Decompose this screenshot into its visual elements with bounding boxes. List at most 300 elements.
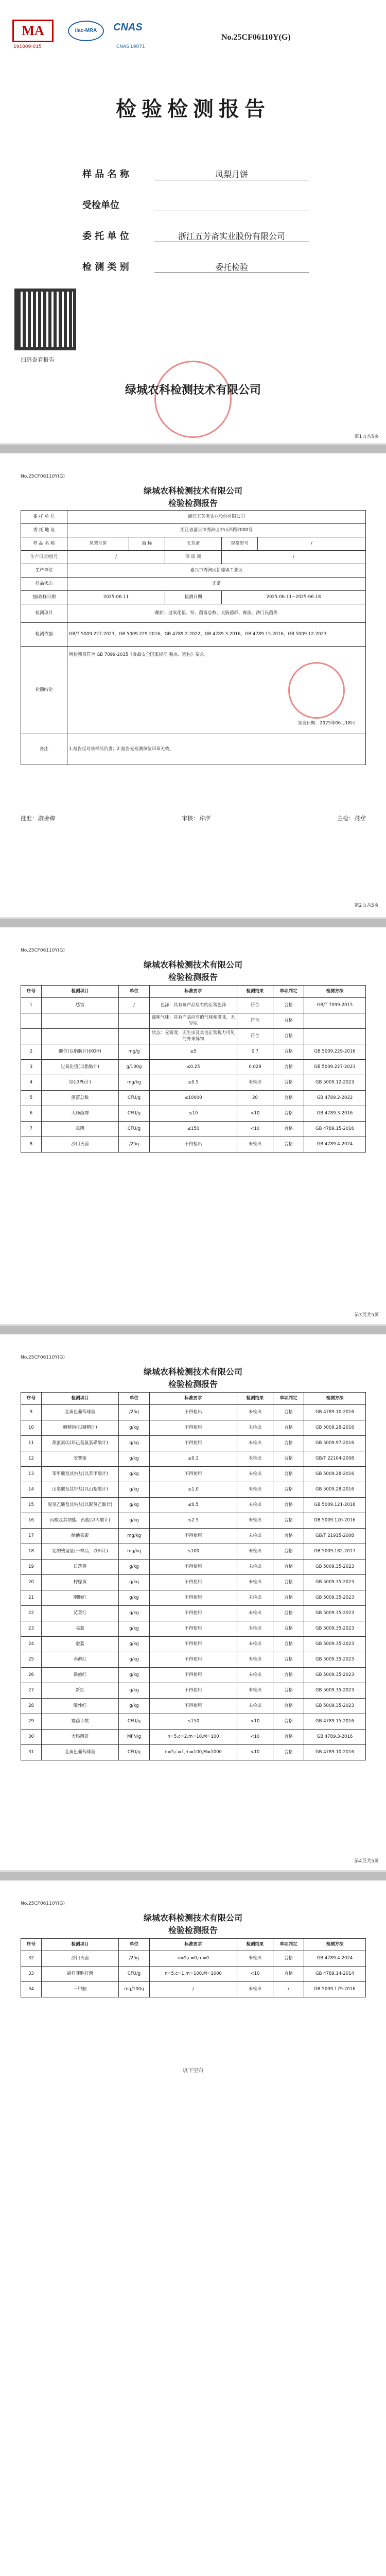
- table-cell: 5: [21, 1091, 42, 1106]
- table-cell: GB 5009.35-2023: [304, 1699, 366, 1714]
- table-cell: GB 4789.3-2016: [304, 1730, 366, 1745]
- table-cell: 检测结果: [237, 1393, 273, 1405]
- report-title: 检验检测报告: [168, 1925, 218, 1935]
- table-cell: g/kg: [119, 1606, 150, 1621]
- table-cell: ≤0.5: [150, 1075, 237, 1091]
- table-cell: 2: [21, 1044, 42, 1060]
- table-cell: 菌落总数: [42, 1091, 119, 1106]
- table-cell: 符合: [237, 1013, 273, 1029]
- table-cell: GB 4789.2-2022: [304, 1091, 366, 1106]
- table-cell: GB/T 7099-2015: [304, 998, 366, 1013]
- table-cell: ≤10: [150, 1106, 237, 1122]
- table-cell: GB 4789.4-2024: [304, 1137, 366, 1153]
- table-cell: <10: [237, 1122, 273, 1137]
- table-cell: 合格: [273, 1482, 304, 1498]
- table-cell: 合格: [273, 1091, 304, 1106]
- table-cell: GB 5009.12-2023: [304, 1075, 366, 1091]
- table-cell: 检测项目: [42, 1393, 119, 1405]
- table-cell: GB 5009.35-2023: [304, 1668, 366, 1683]
- table-row: [21, 1652, 366, 1668]
- table-cell: g/kg: [119, 1668, 150, 1683]
- table-row: [21, 1106, 366, 1122]
- qr-caption: 扫码查看报告: [21, 357, 55, 363]
- table-cell: g/kg: [119, 1436, 150, 1451]
- results-table: [21, 1392, 366, 1760]
- table-cell: 单项判定: [273, 1939, 304, 1951]
- table-cell: 16: [21, 1513, 42, 1529]
- table-cell: 单项判定: [273, 986, 304, 998]
- table-row: [21, 1590, 366, 1606]
- table-cell: 铅(以Pb计): [42, 1075, 119, 1091]
- table-cell: GB 5009.28-2016: [304, 1420, 366, 1436]
- table-cell: ≤100: [150, 1544, 237, 1560]
- table-cell: 蜡样芽胞杆菌: [42, 1967, 119, 1982]
- table-cell: GB 5009.35-2023: [304, 1621, 366, 1637]
- report-number: No.25CF06110Y(G): [21, 474, 65, 479]
- table-row: [21, 1967, 366, 1982]
- table-cell: mg/kg: [119, 1544, 150, 1560]
- table-cell: 安赛蜜: [42, 1451, 119, 1467]
- report-page-5: [0, 1880, 386, 2576]
- report-page-2: [0, 453, 386, 917]
- table-cell: 标准要求: [150, 1939, 237, 1951]
- table-cell: n=5,c=1,m=100,M=1000: [150, 1967, 237, 1982]
- table-cell: GB 5009.28-2016: [304, 1482, 366, 1498]
- table-cell: 未检出: [237, 1590, 273, 1606]
- table-cell: 合格: [273, 1405, 304, 1420]
- table-cell: MPN/g: [119, 1730, 150, 1745]
- table-row: [21, 1951, 366, 1967]
- table-cell: 胭脂红: [42, 1590, 119, 1606]
- page-number: 第1页共5页: [354, 434, 379, 439]
- table-header: [21, 1939, 366, 1951]
- table-cell: 未检出: [237, 1668, 273, 1683]
- table-row: [21, 1575, 366, 1590]
- table-cell: 不得使用: [150, 1637, 237, 1652]
- table-cell: 未检出: [237, 1699, 273, 1714]
- table-cell: 4: [21, 1075, 42, 1091]
- cover-page: [0, 0, 386, 443]
- table-cell: ≤0.3: [150, 1451, 237, 1467]
- table-cell: g/kg: [119, 1652, 150, 1668]
- table-cell: 沙门氏菌: [42, 1951, 119, 1967]
- table-cell: 未检出: [237, 1482, 273, 1498]
- table-cell: 符合: [237, 998, 273, 1013]
- table-cell: 合格: [273, 1467, 304, 1482]
- table-cell: 检测结果: [237, 986, 273, 998]
- table-cell: 不得使用: [150, 1575, 237, 1590]
- report-number: No.25CF06110Y(G): [221, 33, 291, 42]
- table-row: [21, 1044, 366, 1060]
- table-cell: GB 5009.179-2016: [304, 1982, 366, 1997]
- table-cell: GB 5009.35-2023: [304, 1683, 366, 1699]
- cnas-code: CNAS L9071: [116, 44, 145, 49]
- table-cell: 三甲胺: [42, 1982, 119, 1997]
- table-cell: 霉菌计数: [42, 1714, 119, 1730]
- table-cell: GB 5009.182-2017: [304, 1544, 366, 1560]
- report-title: 检验检测报告: [168, 498, 218, 508]
- table-cell: 酸性红: [42, 1699, 119, 1714]
- signatures: 批准：骆金梅 审核：许萍 主检：沈佳: [21, 815, 365, 822]
- table-cell: 29: [21, 1714, 42, 1730]
- table-cell: GB/T 21915-2008: [304, 1529, 366, 1544]
- table-cell: g/kg: [119, 1498, 150, 1513]
- table-cell: 脱氢乙酸及其钠盐(以脱氢乙酸计): [42, 1498, 119, 1513]
- table-row: [21, 1714, 366, 1730]
- table-cell: 未检出: [237, 1560, 273, 1575]
- table-cell: GB 4789.4-2024: [304, 1951, 366, 1967]
- table-cell: 不得使用: [150, 1668, 237, 1683]
- table-header: [21, 1393, 366, 1405]
- table-cell: mg/g: [119, 1044, 150, 1060]
- table-cell: 合格: [273, 1498, 304, 1513]
- table-row: [21, 1745, 366, 1760]
- table-cell: 合格: [273, 1590, 304, 1606]
- table-cell: 标准要求: [150, 986, 237, 998]
- table-cell: 检测方法: [304, 1393, 366, 1405]
- table-cell: 铝的残留量(干样品，以Al计): [42, 1544, 119, 1560]
- table-row: [21, 1730, 366, 1745]
- table-cell: 34: [21, 1982, 42, 1997]
- table-cell: 未检出: [237, 1544, 273, 1560]
- table-row: [21, 1436, 366, 1451]
- table-cell: 不得使用: [150, 1683, 237, 1699]
- table-cell: 31: [21, 1745, 42, 1760]
- table-cell: 未检出: [237, 1420, 273, 1436]
- table-cell: ≤0.5: [150, 1498, 237, 1513]
- table-cell: 金黄色葡萄球菌: [42, 1405, 119, 1420]
- table-cell: 不得使用: [150, 1652, 237, 1668]
- table-cell: ≤0.25: [150, 1060, 237, 1075]
- table-cell: 8: [21, 1137, 42, 1153]
- table-cell: 标准要求: [150, 1393, 237, 1405]
- table-cell: mg/100g: [119, 1982, 150, 1997]
- table-cell: g/kg: [119, 1560, 150, 1575]
- cma-logo: MA: [12, 20, 54, 42]
- report-page-4: [0, 1334, 386, 1870]
- table-cell: ≤5: [150, 1044, 237, 1060]
- table-cell: 霉菌: [42, 1122, 119, 1137]
- table-cell: ≤1.0: [150, 1482, 237, 1498]
- table-cell: 未检出: [237, 1652, 273, 1668]
- summary-table: 委 托 单 位 浙江五芳斋实业股份有限公司 委 托 地 址 浙江省嘉兴市秀洲区中山西路2000号 样 品 名 称 凤梨月饼 商 标 五芳斋 规格型号 / 生产日期/批号 / 保 质 期 / 生产单位 嘉兴市秀洲区新塍镇工业区 样品状态 正常 抽/收样日期 2025-06-11 检测日期 2025-06-11~2025-06-18 检测项目 酸价、过氧化值、铅、菌落总数、大肠菌群、霉菌、沙门氏菌等 检测依据 GB/T 5009.227-2023、GB 5009.229-2016、GB 4789.2-2022、GB 4789.3-2016、GB 4789.15-2016、GB 5009.12-2023 检测结论 所检项目符合 GB 7099-2015《食品安全国家标准 糕点、面包》要求。 签发日期：2025年06月18日 备注 1.报告仅对该样品负责；2.报告无检测单位印章无效。: [21, 510, 366, 765]
- table-cell: 未检出: [237, 1951, 273, 1967]
- table-row: [21, 1498, 366, 1513]
- table-cell: 单位: [119, 986, 150, 998]
- table-cell: GB 4789.14-2014: [304, 1967, 366, 1982]
- table-cell: 0.7: [237, 1044, 273, 1060]
- table-cell: 合格: [273, 1951, 304, 1967]
- table-cell: 糖精钠(以糖精计): [42, 1420, 119, 1436]
- table-cell: [21, 1029, 42, 1044]
- report-number: No.25CF06110Y(G): [21, 1901, 65, 1906]
- table-cell: 亮蓝: [42, 1621, 119, 1637]
- table-cell: 0.029: [237, 1060, 273, 1075]
- table-cell: n=5,c=2,m=10,M=100: [150, 1730, 237, 1745]
- table-cell: g/kg: [119, 1575, 150, 1590]
- table-cell: g/100g: [119, 1060, 150, 1075]
- qr-code[interactable]: [14, 289, 76, 350]
- table-cell: 检测结果: [237, 1939, 273, 1951]
- report-seal: [288, 662, 345, 719]
- table-cell: 未检出: [237, 1529, 273, 1544]
- report-number: No.25CF06110Y(G): [21, 948, 65, 953]
- table-row: [21, 1013, 366, 1029]
- report-page-3: [0, 927, 386, 1324]
- table-cell: 检测项目: [42, 986, 119, 998]
- field-client: 委 托 单 位 浙江五芳斋实业股份有限公司: [82, 211, 309, 242]
- table-cell: 合格: [273, 1513, 304, 1529]
- table-cell: /25g: [119, 1405, 150, 1420]
- cover-title: 检验检测报告: [116, 97, 270, 121]
- table-cell: GB 5009.121-2016: [304, 1498, 366, 1513]
- table-row: [21, 1137, 366, 1153]
- table-cell: ≤150: [150, 1714, 237, 1730]
- table-cell: GB 4789.15-2016: [304, 1122, 366, 1137]
- table-row: [21, 1544, 366, 1560]
- table-cell: 17: [21, 1529, 42, 1544]
- table-cell: GB 4789.10-2016: [304, 1745, 366, 1760]
- table-cell: GB 5009.35-2023: [304, 1606, 366, 1621]
- field-sample: 样 品 名 称 凤梨月饼: [82, 155, 309, 180]
- table-cell: 合格: [273, 1060, 304, 1075]
- table-row: [21, 998, 366, 1013]
- table-cell: 不得使用: [150, 1420, 237, 1436]
- table-cell: 20: [21, 1575, 42, 1590]
- table-row: [21, 1637, 366, 1652]
- table-cell: n=5,c=1,m=100,M=1000: [150, 1745, 237, 1760]
- table-cell: 不得检出: [150, 1137, 237, 1153]
- table-cell: 单项判定: [273, 1393, 304, 1405]
- table-cell: 不得使用: [150, 1590, 237, 1606]
- table-cell: CFU/g: [119, 1106, 150, 1122]
- table-cell: 不得使用: [150, 1529, 237, 1544]
- page-number: 第4页共5页: [354, 1859, 379, 1864]
- table-cell: 纳他霉素: [42, 1529, 119, 1544]
- table-cell: 不得使用: [150, 1560, 237, 1575]
- table-cell: g/kg: [119, 1699, 150, 1714]
- table-row: [21, 1668, 366, 1683]
- table-cell: 未检出: [237, 1621, 273, 1637]
- cnas-logo: CNAS: [113, 22, 143, 33]
- table-cell: 未检出: [237, 1637, 273, 1652]
- table-cell: [21, 1013, 42, 1029]
- table-cell: GB 5009.229-2016: [304, 1044, 366, 1060]
- table-cell: CFU/g: [119, 1122, 150, 1137]
- table-row: [21, 1606, 366, 1621]
- table-cell: GB 5009.35-2023: [304, 1575, 366, 1590]
- table-cell: 检测方法: [304, 986, 366, 998]
- table-cell: 合格: [273, 1560, 304, 1575]
- table-cell: GB 5009.35-2023: [304, 1637, 366, 1652]
- cover-fields: [82, 155, 309, 273]
- table-cell: 27: [21, 1683, 42, 1699]
- cover-company: 绿城农科检测技术有限公司: [125, 383, 261, 397]
- table-cell: g/kg: [119, 1420, 150, 1436]
- table-cell: 检测方法: [304, 1939, 366, 1951]
- table-cell: 丙酸及其钠盐、钙盐(以丙酸计): [42, 1513, 119, 1529]
- table-cell: <10: [237, 1714, 273, 1730]
- table-cell: /25g: [119, 1951, 150, 1967]
- table-cell: 不得使用: [150, 1436, 237, 1451]
- table-cell: 甜蜜素(以环己基氨基磺酸计): [42, 1436, 119, 1451]
- table-cell: 23: [21, 1621, 42, 1637]
- table-row: [21, 1482, 366, 1498]
- table-cell: 19: [21, 1560, 42, 1575]
- table-cell: 合格: [273, 1652, 304, 1668]
- table-cell: 单位: [119, 1939, 150, 1951]
- table-cell: GB 5009.28-2016: [304, 1467, 366, 1482]
- table-cell: 合格: [273, 1529, 304, 1544]
- table-cell: 32: [21, 1951, 42, 1967]
- table-cell: 柠檬黄: [42, 1575, 119, 1590]
- table-cell: 未检出: [237, 1683, 273, 1699]
- table-cell: 合格: [273, 1013, 304, 1029]
- table-cell: 未检出: [237, 1606, 273, 1621]
- table-cell: CFU/g: [119, 1967, 150, 1982]
- ilac-logo: ilac-MRA: [68, 21, 104, 41]
- cma-code: 191009-015: [13, 44, 42, 49]
- table-header: [21, 986, 366, 998]
- table-cell: 赤藓红: [42, 1652, 119, 1668]
- table-cell: 不得使用: [150, 1606, 237, 1621]
- table-cell: [42, 1013, 119, 1029]
- table-row: [21, 1075, 366, 1091]
- table-cell: 大肠菌群: [42, 1730, 119, 1745]
- table-cell: CFU/g: [119, 1745, 150, 1760]
- table-cell: 合格: [273, 1967, 304, 1982]
- table-cell: /25g: [119, 1137, 150, 1153]
- table-cell: 合格: [273, 998, 304, 1013]
- table-cell: <10: [237, 1745, 273, 1760]
- table-cell: 11: [21, 1436, 42, 1451]
- table-cell: 30: [21, 1730, 42, 1745]
- company-name: 绿城农科检测技术有限公司: [143, 486, 242, 496]
- table-cell: 合格: [273, 1621, 304, 1637]
- table-cell: mg/kg: [119, 1529, 150, 1544]
- table-cell: 合格: [273, 1637, 304, 1652]
- table-row: [21, 1091, 366, 1106]
- table-cell: <10: [237, 1730, 273, 1745]
- table-cell: GB/T 22104-2008: [304, 1451, 366, 1467]
- table-cell: CFU/g: [119, 1714, 150, 1730]
- table-cell: 33: [21, 1967, 42, 1982]
- table-cell: 6: [21, 1106, 42, 1122]
- page-number: 第2页共5页: [354, 903, 379, 908]
- table-cell: 未检出: [237, 1513, 273, 1529]
- table-cell: 序号: [21, 986, 42, 998]
- table-cell: 酸价(以脂肪计)(KOH): [42, 1044, 119, 1060]
- table-cell: [304, 1013, 366, 1029]
- table-cell: 大肠菌群: [42, 1106, 119, 1122]
- table-cell: 合格: [273, 1075, 304, 1091]
- table-cell: 靛蓝: [42, 1637, 119, 1652]
- table-cell: 山梨酸及其钾盐(以山梨酸计): [42, 1482, 119, 1498]
- table-cell: g/kg: [119, 1637, 150, 1652]
- table-cell: 未检出: [237, 1075, 273, 1091]
- table-row: [21, 1122, 366, 1137]
- table-cell: g/kg: [119, 1451, 150, 1467]
- table-cell: 12: [21, 1451, 42, 1467]
- table-cell: GB 5009.35-2023: [304, 1652, 366, 1668]
- table-cell: 沙门氏菌: [42, 1137, 119, 1153]
- table-cell: 24: [21, 1637, 42, 1652]
- table-cell: g/kg: [119, 1621, 150, 1637]
- table-cell: 10: [21, 1420, 42, 1436]
- table-cell: g/kg: [119, 1683, 150, 1699]
- table-cell: 18: [21, 1544, 42, 1560]
- company-seal: [154, 361, 232, 438]
- table-cell: g/kg: [119, 1513, 150, 1529]
- table-cell: 未检出: [237, 1498, 273, 1513]
- table-cell: 7: [21, 1122, 42, 1137]
- table-cell: 合格: [273, 1668, 304, 1683]
- table-cell: <10: [237, 1106, 273, 1122]
- table-cell: 序号: [21, 1393, 42, 1405]
- table-cell: 26: [21, 1668, 42, 1683]
- table-cell: [119, 1013, 150, 1029]
- table-cell: g/kg: [119, 1590, 150, 1606]
- table-cell: /: [150, 1982, 237, 1997]
- table-cell: 过氧化值(以脂肪计): [42, 1060, 119, 1075]
- table-cell: GB 5009.97-2016: [304, 1436, 366, 1451]
- table-cell: [42, 1029, 119, 1044]
- company-name: 绿城农科检测技术有限公司: [143, 1913, 242, 1923]
- table-cell: 合格: [273, 1575, 304, 1590]
- table-cell: 新红: [42, 1683, 119, 1699]
- table-cell: 合格: [273, 1436, 304, 1451]
- table-row: [21, 1513, 366, 1529]
- table-cell: 未检出: [237, 1451, 273, 1467]
- table-cell: 3: [21, 1060, 42, 1075]
- table-cell: 合格: [273, 1544, 304, 1560]
- table-cell: 合格: [273, 1029, 304, 1044]
- field-category: 检 测 类 别 委托检验: [82, 242, 309, 273]
- table-cell: n=5,c=0,m=0: [150, 1951, 237, 1967]
- results-table: [21, 985, 366, 1153]
- table-row: [21, 1683, 366, 1699]
- table-cell: 合格: [273, 1714, 304, 1730]
- table-cell: g/kg: [119, 1482, 150, 1498]
- table-row: [21, 1621, 366, 1637]
- table-cell: /: [273, 1982, 304, 1997]
- table-cell: 合格: [273, 1420, 304, 1436]
- table-cell: GB 5009.120-2016: [304, 1513, 366, 1529]
- table-cell: 不得使用: [150, 1467, 237, 1482]
- table-cell: 未检出: [237, 1467, 273, 1482]
- table-cell: 检测项目: [42, 1939, 119, 1951]
- table-cell: CFU/g: [119, 1091, 150, 1106]
- table-cell: /: [119, 998, 150, 1013]
- table-cell: ≤10000: [150, 1091, 237, 1106]
- table-cell: 金黄色葡萄球菌: [42, 1745, 119, 1760]
- table-row: [21, 1699, 366, 1714]
- table-cell: GB 4789.15-2016: [304, 1714, 366, 1730]
- table-cell: 合格: [273, 1451, 304, 1467]
- table-cell: 28: [21, 1699, 42, 1714]
- table-cell: GB 4789.10-2016: [304, 1405, 366, 1420]
- table-cell: 20: [237, 1091, 273, 1106]
- end-marker: 以下空白: [183, 2068, 203, 2074]
- table-cell: 合格: [273, 1122, 304, 1137]
- table-cell: 未检出: [237, 1137, 273, 1153]
- table-cell: 日落黄: [42, 1560, 119, 1575]
- table-cell: [304, 1029, 366, 1044]
- table-cell: 滋味气味：具有产品应有的气味和滋味，无异味: [150, 1013, 237, 1029]
- table-cell: 13: [21, 1467, 42, 1482]
- table-cell: GB 4789.3-2016: [304, 1106, 366, 1122]
- table-cell: 状态：无霉变、无生虫及其他正常视力可见的外来异物: [150, 1029, 237, 1044]
